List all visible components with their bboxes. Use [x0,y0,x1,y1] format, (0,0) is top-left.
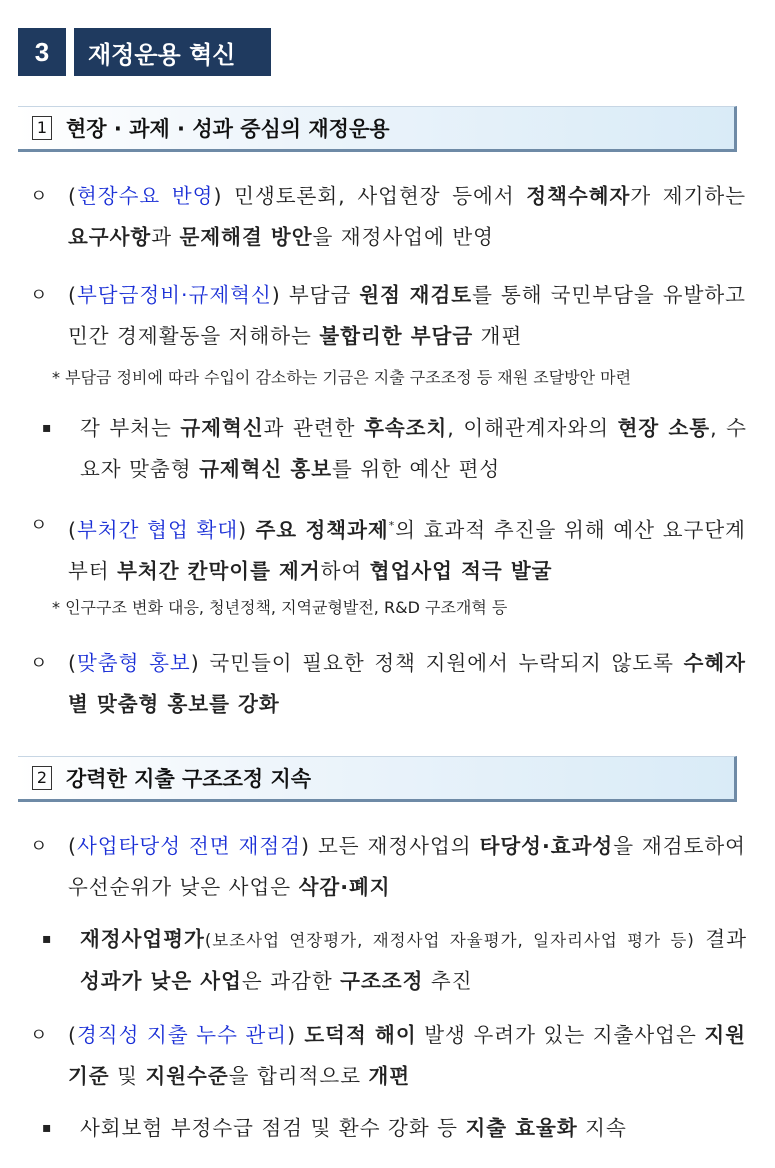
square-bullet-icon: ▪ [42,420,53,436]
item-text: (부처간 협업 확대) 주요 정책과제*의 효과적 추진을 위해 예산 요구단계부터 부처간 칸막이를 제거하여 협업사업 적극 발굴 [68,517,746,583]
bullet-item [30,1015,746,1097]
item-text: (부담금정비·규제혁신) 부담금 원점 재검토를 통해 국민부담을 유발하고 민간 경제활동을 저해하는 불합리한 부담금 개편 [68,283,746,348]
chapter-heading [18,28,271,76]
chapter-number: 3 [18,28,66,76]
circle-bullet-icon: ㅇ [30,515,49,536]
item-tag: 부담금정비·규제혁신 [77,283,272,307]
item-text: (현장수요 반영) 민생토론회, 사업현장 등에서 정책수혜자가 제기하는 요구사항과 문제해결 방안을 재정사업에 반영 [68,184,746,249]
section-header-1 [18,106,737,152]
item-text: 사회보험 부정수급 점검 및 환수 강화 등 지출 효율화 지속 [80,1116,627,1140]
circle-bullet-icon: ㅇ [30,836,49,857]
circle-bullet-icon: ㅇ [30,285,49,306]
square-bullet-icon: ▪ [42,1120,53,1136]
section-title: 강력한 지출 구조조정 지속 [66,767,312,791]
circle-bullet-icon: ㅇ [30,186,49,207]
circle-bullet-icon: ㅇ [30,653,49,674]
item-tag: 부처간 협업 확대 [77,517,239,542]
bullet-item [30,505,746,592]
bullet-item [30,176,746,258]
sub-bullet-item [42,408,747,490]
item-text: (맞춤형 홍보) 국민들이 필요한 정책 지원에서 누락되지 않도록 수혜자별 맞춤형 홍보를 강화 [68,651,746,716]
item-text: (경직성 지출 누수 관리) 도덕적 해이 발생 우려가 있는 지출사업은 지원기준 및 지원수준을 합리적으로 개편 [68,1023,746,1088]
sub-bullet-item [42,1108,747,1149]
item-tag: 사업타당성 전면 재점검 [77,834,301,858]
bullet-item [30,826,746,908]
square-bullet-icon: ▪ [42,931,53,947]
footnote: * 인구구조 변화 대응, 청년정책, 지역균형발전, R&D 구조개혁 등 [52,598,508,617]
chapter-title: 재정운용 혁신 [74,28,271,76]
bullet-item [30,643,746,725]
item-text: 각 부처는 규제혁신과 관련한 후속조치, 이해관계자와의 현장 소통, 수요자 맞춤형 규제혁신 홍보를 위한 예산 편성 [80,416,747,481]
footnote: * 부담금 정비에 따라 수입이 감소하는 기금은 지출 구조조정 등 재원 조달방안 마련 [52,368,632,387]
section-number-box: 1 [32,116,52,140]
item-tag: 경직성 지출 누수 관리 [77,1023,288,1047]
item-text: (사업타당성 전면 재점검) 모든 재정사업의 타당성·효과성을 재검토하여 우선순위가 낮은 사업은 삭감·폐지 [68,834,746,899]
item-text: 재정사업평가(보조사업 연장평가, 재정사업 자율평가, 일자리사업 평가 등) 결과 성과가 낮은 사업은 과감한 구조조정 추진 [80,927,747,993]
bullet-item [30,275,746,357]
item-tag: 현장수요 반영 [77,184,214,208]
item-tag: 맞춤형 홍보 [77,651,191,675]
section-header-2 [18,756,737,802]
circle-bullet-icon: ㅇ [30,1025,49,1046]
section-title: 현장 · 과제 · 성과 중심의 재정운용 [66,117,390,141]
section-number-box: 2 [32,766,52,790]
sub-bullet-item [42,919,747,1002]
